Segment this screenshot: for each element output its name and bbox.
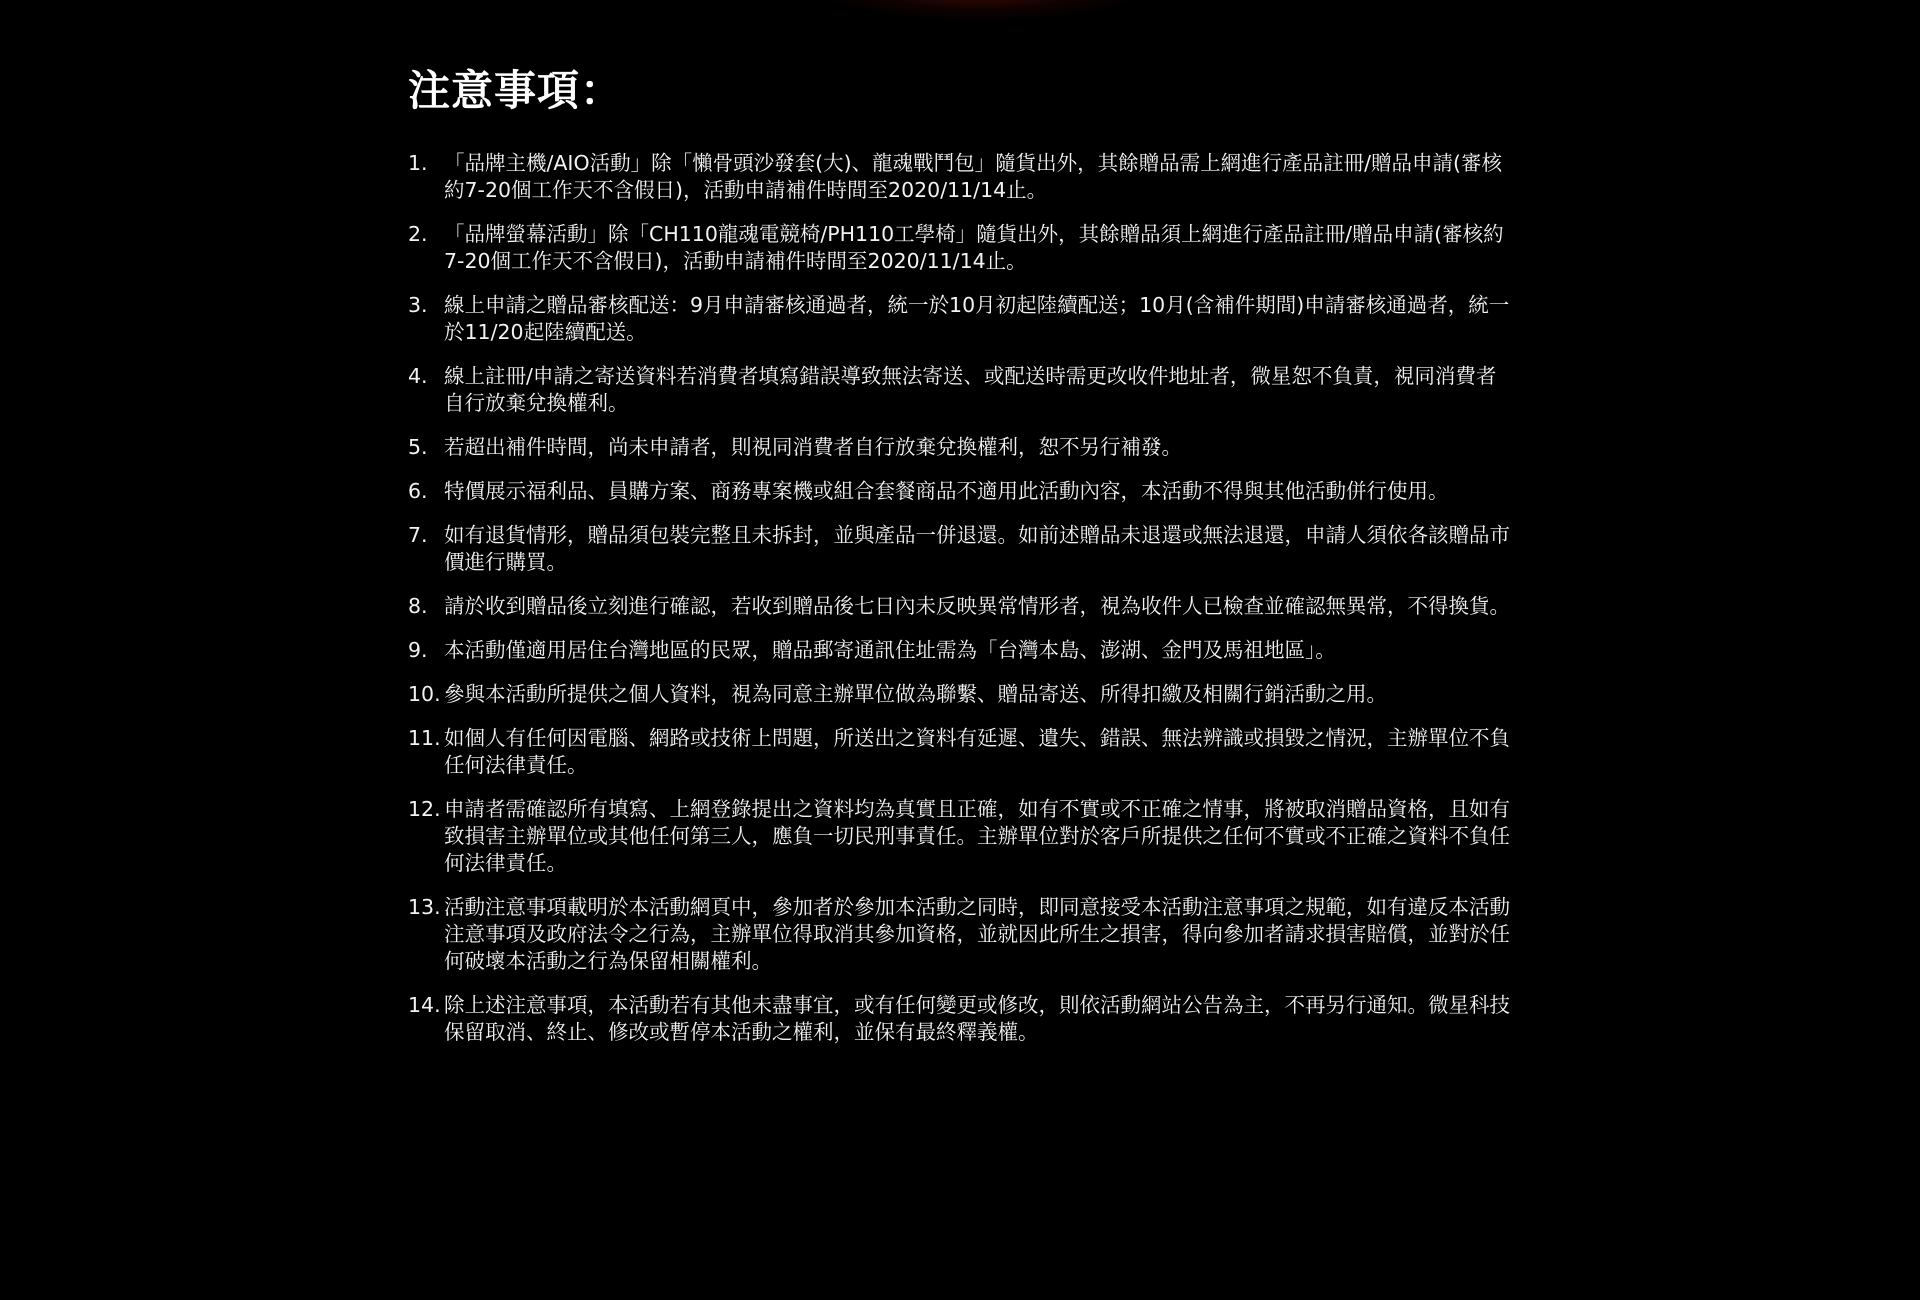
item-text: 如個人有任何因電腦、網路或技術上問題，所送出之資料有延遲、遺失、錯誤、無法辨識或損毀之情況，主辦單位不負任何法律責任。 xyxy=(444,726,1510,777)
item-number: 2. xyxy=(408,222,428,246)
notice-item xyxy=(408,894,1512,975)
notice-item xyxy=(408,292,1512,346)
notice-item xyxy=(408,150,1512,204)
notice-item xyxy=(408,725,1512,779)
item-number: 3. xyxy=(408,293,428,317)
item-number: 10. xyxy=(408,682,441,706)
item-text: 活動注意事項載明於本活動網頁中，參加者於參加本活動之同時，即同意接受本活動注意事項之規範，如有違反本活動注意事項及政府法令之行為，主辦單位得取消其參加資格，並就因此所生之損害，得向參加者請求損害賠償，並對於任何破壞本活動之行為保留相關權利。 xyxy=(444,895,1510,973)
notice-item xyxy=(408,992,1512,1046)
item-text: 「品牌主機/AIO活動」除「懶骨頭沙發套(大)、龍魂戰鬥包」隨貨出外，其餘贈品需上網進行產品註冊/贈品申請(審核約7-20個工作天不含假日)，活動申請補件時間至2020/11/14止。 xyxy=(444,151,1503,202)
item-number: 13. xyxy=(408,895,441,919)
item-number: 6. xyxy=(408,479,428,503)
item-number: 14. xyxy=(408,993,441,1017)
notice-item xyxy=(408,522,1512,576)
item-text: 線上註冊/申請之寄送資料若消費者填寫錯誤導致無法寄送、或配送時需更改收件地址者，微星恕不負責，視同消費者自行放棄兌換權利。 xyxy=(444,364,1497,415)
notice-item xyxy=(408,363,1512,417)
notice-list xyxy=(408,150,1512,1046)
item-text: 申請者需確認所有填寫、上網登錄提出之資料均為真實且正確，如有不實或不正確之情事，將被取消贈品資格，且如有致損害主辦單位或其他任何第三人，應負一切民刑事責任。主辦單位對於客戶所提供之任何不實或不正確之資料不負任何法律責任。 xyxy=(444,797,1510,875)
item-number: 9. xyxy=(408,638,428,662)
item-text: 除上述注意事項，本活動若有其他未盡事宜，或有任何變更或修改，則依活動網站公告為主，不再另行通知。微星科技保留取消、終止、修改或暫停本活動之權利，並保有最終釋義權。 xyxy=(444,993,1510,1044)
item-text: 請於收到贈品後立刻進行確認，若收到贈品後七日內未反映異常情形者，視為收件人已檢查並確認無異常，不得換貨。 xyxy=(444,594,1510,618)
item-text: 參與本活動所提供之個人資料，視為同意主辦單位做為聯繫、贈品寄送、所得扣繳及相關行銷活動之用。 xyxy=(444,682,1387,706)
item-text: 若超出補件時間，尚未申請者，則視同消費者自行放棄兌換權利，恕不另行補發。 xyxy=(444,435,1182,459)
notice-item xyxy=(408,478,1512,505)
notice-item xyxy=(408,796,1512,877)
item-text: 特價展示福利品、員購方案、商務專案機或組合套餐商品不適用此活動內容，本活動不得與其他活動併行使用。 xyxy=(444,479,1449,503)
notice-item xyxy=(408,221,1512,275)
item-text: 線上申請之贈品審核配送：9月申請審核通過者，統一於10月初起陸續配送；10月(含補件期間)申請審核通過者，統一於11/20起陸續配送。 xyxy=(444,293,1510,344)
notice-item xyxy=(408,434,1512,461)
item-number: 5. xyxy=(408,435,428,459)
top-red-glow xyxy=(820,0,1140,20)
notice-item xyxy=(408,681,1512,708)
notice-title: 注意事項： xyxy=(408,66,624,115)
item-number: 12. xyxy=(408,797,441,821)
item-number: 7. xyxy=(408,523,428,547)
item-text: 「品牌螢幕活動」除「CH110龍魂電競椅/PH110工學椅」隨貨出外，其餘贈品須上網進行產品註冊/贈品申請(審核約7-20個工作天不含假日)，活動申請補件時間至2020/11/14止。 xyxy=(444,222,1504,273)
item-number: 8. xyxy=(408,594,428,618)
notice-item xyxy=(408,637,1512,664)
notice-item xyxy=(408,593,1512,620)
item-text: 本活動僅適用居住台灣地區的民眾，贈品郵寄通訊住址需為「台灣本島、澎湖、金門及馬祖地區」。 xyxy=(444,638,1336,662)
item-number: 4. xyxy=(408,364,428,388)
item-text: 如有退貨情形，贈品須包裝完整且未拆封，並與產品一併退還。如前述贈品未退還或無法退還，申請人須依各該贈品市價進行購買。 xyxy=(444,523,1510,574)
item-number: 11. xyxy=(408,726,441,750)
notice-section xyxy=(408,60,1512,1063)
item-number: 1. xyxy=(408,151,428,175)
